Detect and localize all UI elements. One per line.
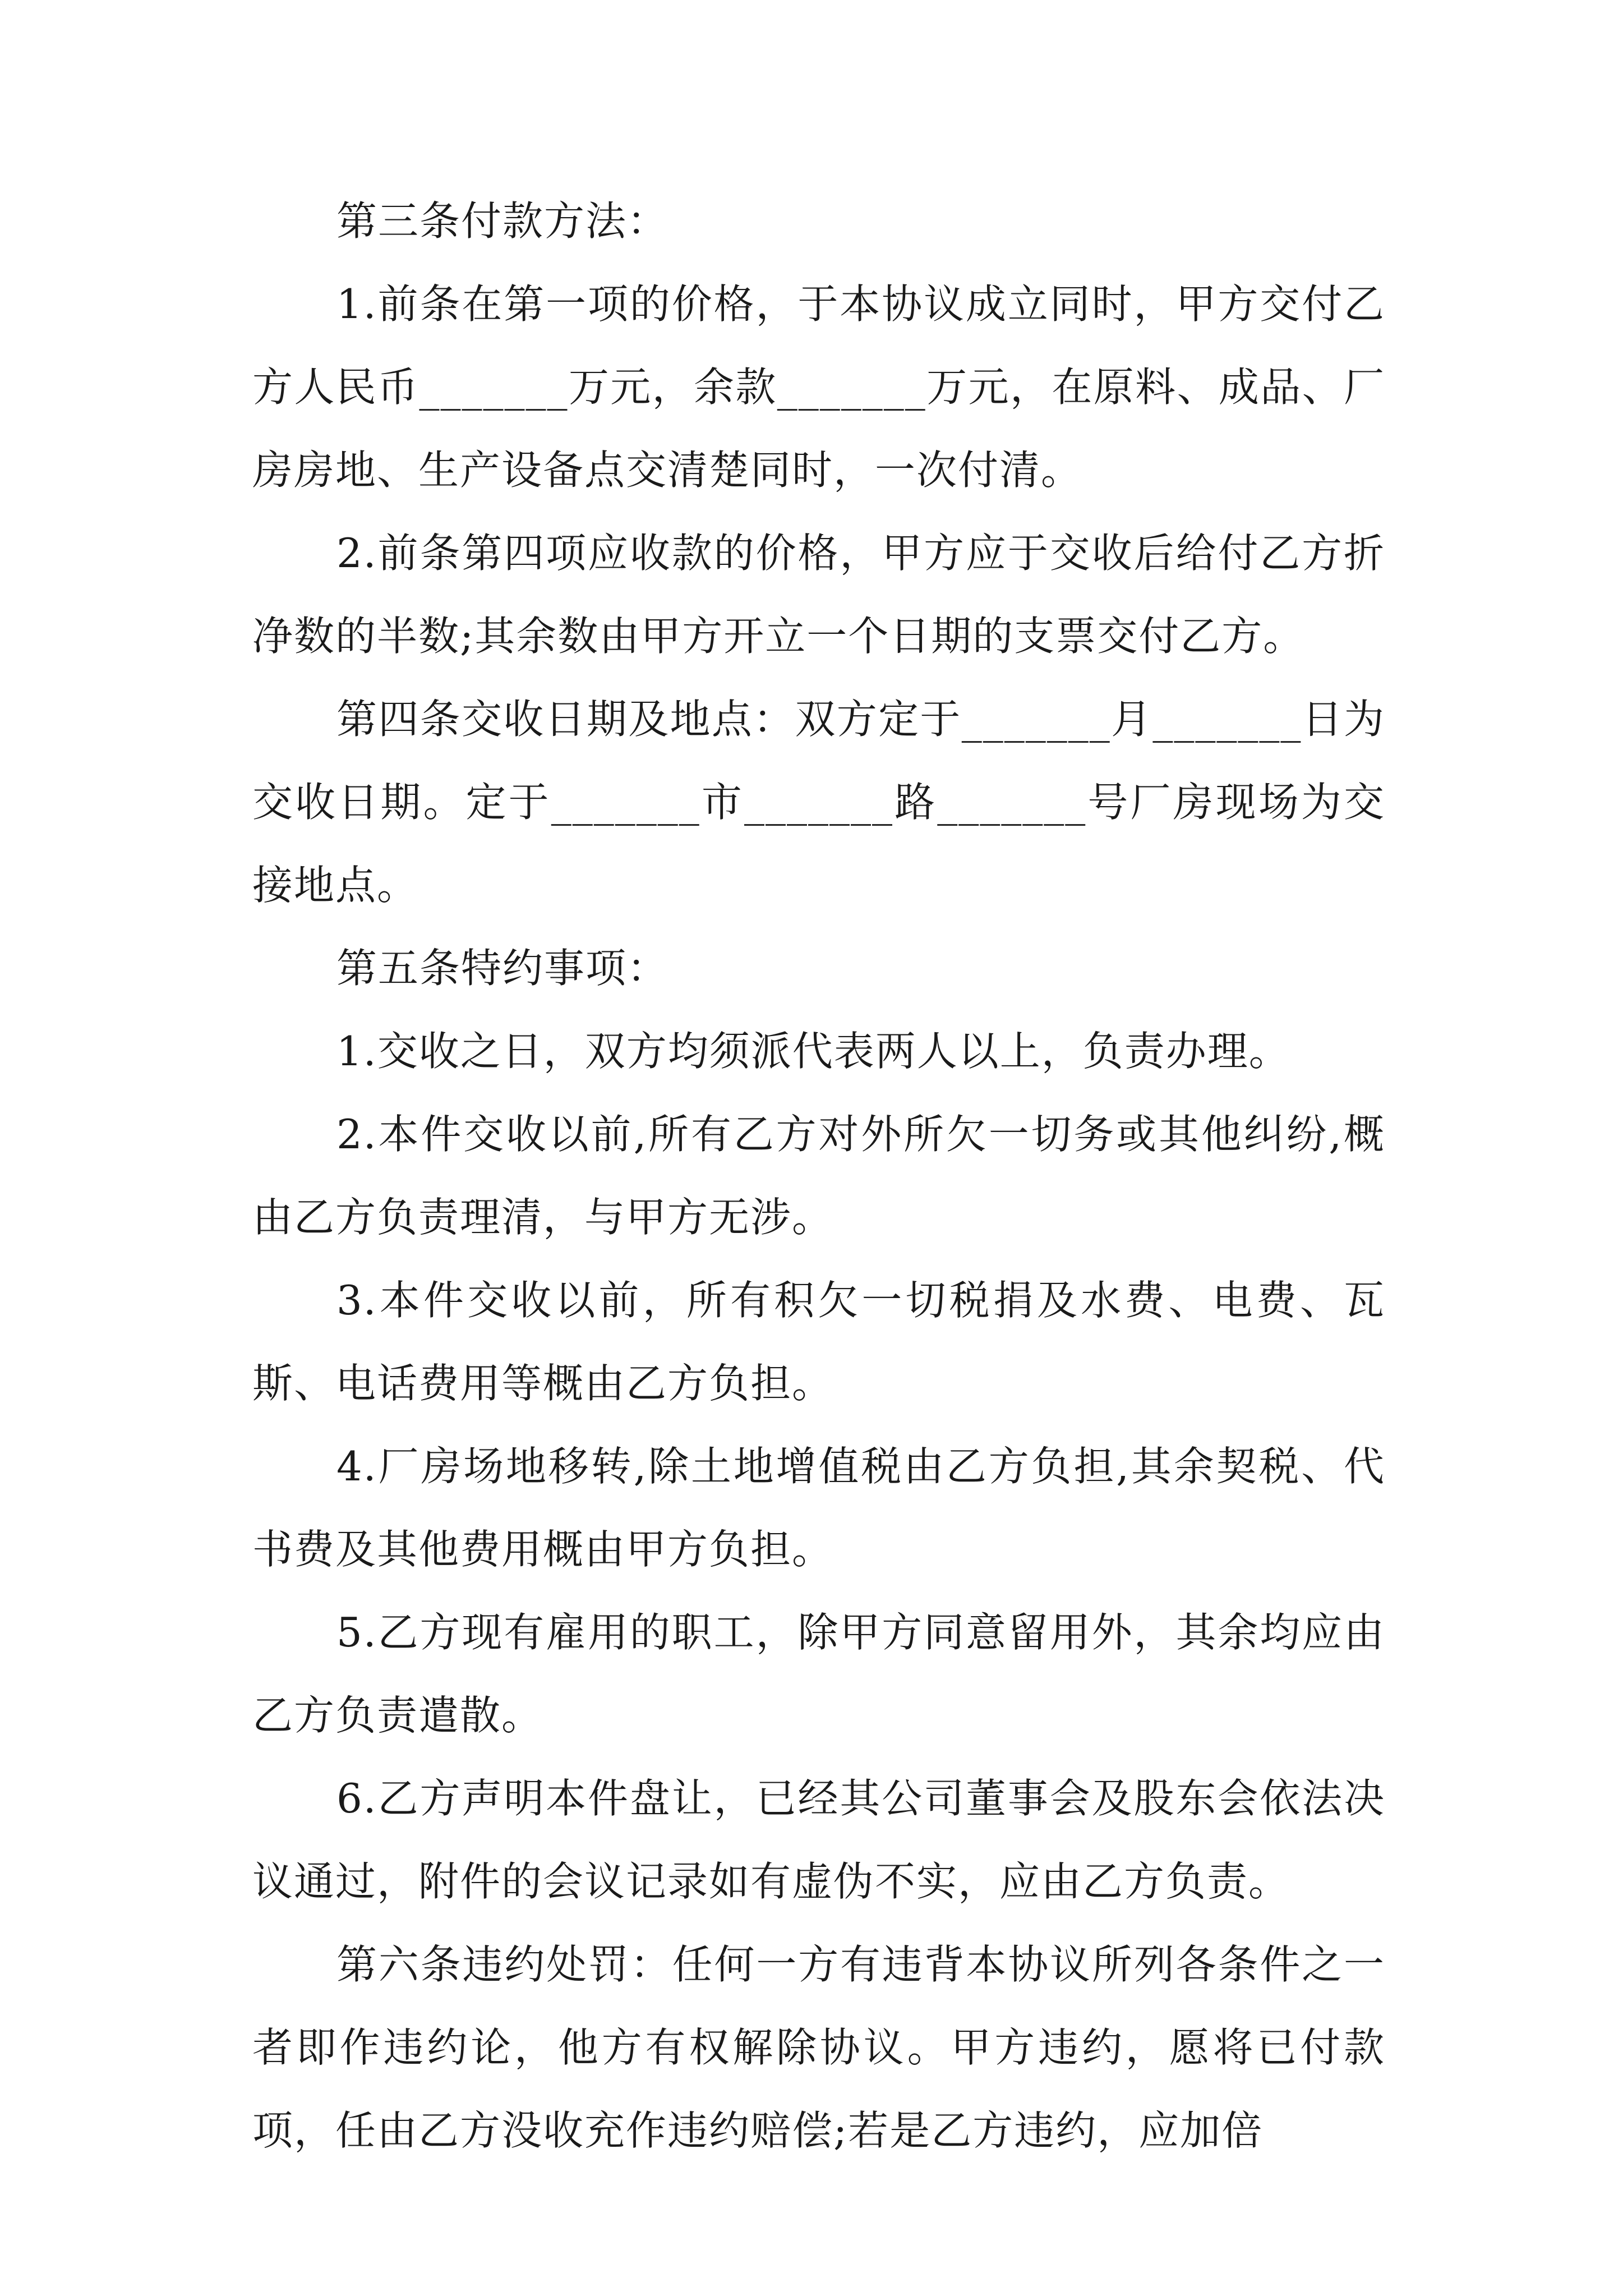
- article-5-clause-4: 4.厂房场地移转,除土地增值税由乙方负担,其余契税、代书费及其他费用概由甲方负担。: [252, 1443, 1385, 1573]
- article-4-delivery-date-location: 第四条交收日期及地点：双方定于_______月_______日为交收日期。定于_______市_______路_______号厂房现场为交接地点。: [252, 696, 1385, 909]
- article-3-clause-2: 2.前条第四项应收款的价格，甲方应于交收后给付乙方折净数的半数;其余数由甲方开立一个日期的支票交付乙方。: [252, 530, 1385, 660]
- article-5-clause-5: 5.乙方现有雇用的职工，除甲方同意留用外，其余均应由乙方负责遣散。: [252, 1609, 1385, 1739]
- article-3-heading: 第三条付款方法：: [336, 197, 669, 245]
- article-5-clause-6: 6.乙方声明本件盘让，已经其公司董事会及股东会依法决议通过，附件的会议记录如有虚伪不实，应由乙方负责。: [252, 1775, 1385, 1905]
- article-5-clause-2: 2.本件交收以前,所有乙方对外所欠一切务或其他纠纷,概由乙方负责理清，与甲方无涉。: [252, 1111, 1385, 1241]
- article-3-clause-1: 1.前条在第一项的价格，于本协议成立同时，甲方交付乙方人民币_______万元，余款_______万元，在原料、成品、厂房房地、生产设备点交清楚同时，一次付清。: [252, 280, 1385, 494]
- article-6-breach-penalty: 第六条违约处罚：任何一方有违背本协议所列各条件之一者即作违约论，他方有权解除协议。甲方违约，愿将已付款项，任由乙方没收充作违约赔偿;若是乙方违约，应加倍: [252, 1941, 1385, 2154]
- article-5-clause-1: 1.交收之日，双方均须派代表两人以上，负责办理。: [336, 1028, 1290, 1075]
- article-5-heading: 第五条特约事项：: [336, 945, 669, 992]
- document-body: [252, 180, 1385, 2172]
- article-5-clause-3: 3.本件交收以前，所有积欠一切税捐及水费、电费、瓦斯、电话费用等概由乙方负担。: [252, 1277, 1385, 1407]
